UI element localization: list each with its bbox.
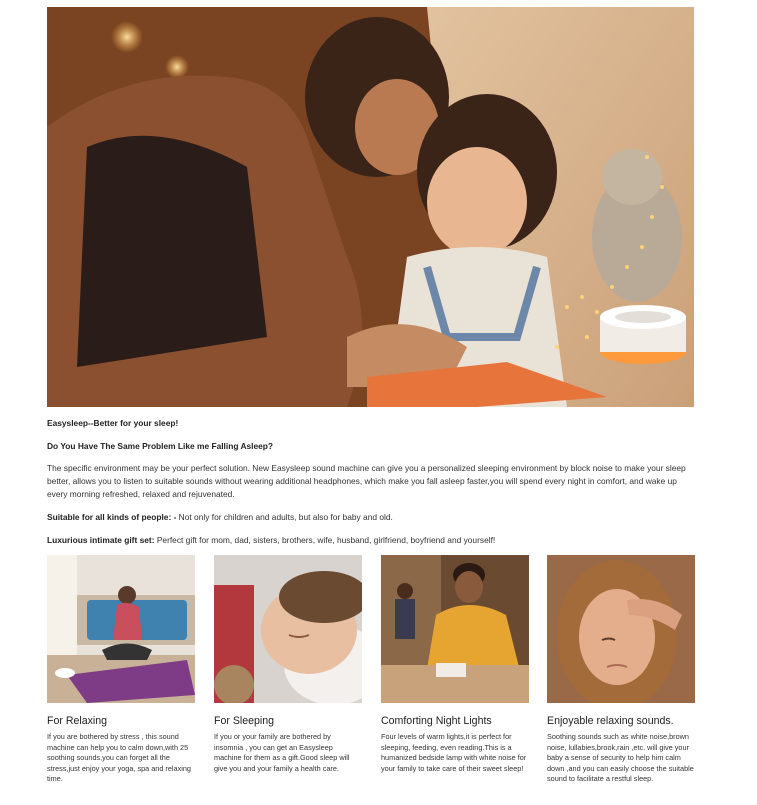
feature-card-relaxing-sounds: [547, 555, 695, 785]
headline: Easysleep--Better for your sleep!: [47, 418, 179, 428]
gift-line: [47, 534, 697, 547]
feature-card-night-lights: [381, 555, 529, 774]
sleeping-photo: [214, 555, 362, 703]
question-heading: Do You Have The Same Problem Like me Falling Asleep?: [47, 441, 274, 451]
suitable-text: Not only for children and adults, but also for baby and old.: [176, 512, 393, 522]
mother-child-photo: [47, 7, 694, 407]
feature-description: If you or your family are bothered by insomnia , you can get an Easysleep machine for them as a gift.Good sleep will give you and your family a health care.: [214, 732, 350, 773]
feature-description: Four levels of warm lights,it is perfect for sleeping, feeding, even reading.This is a humanized bedside lamp with white noise for your family to take care of their sweet sleep!: [381, 732, 527, 773]
suitable-label: Suitable for all kinds of people: -: [47, 512, 177, 522]
feature-title: Enjoyable relaxing sounds.: [547, 715, 674, 727]
gift-text: Perfect gift for mom, dad, sisters, brothers, wife, husband, girlfriend, boyfriend and yourself!: [154, 535, 496, 545]
relaxing-photo: [47, 555, 195, 703]
feature-description: Soothing sounds such as white noise,brown noise, lullabies,brook,rain ,etc. will give your baby a sense of security to help him calm down ,and you can easily choose the suitable sound to facilitate a restful sleep.: [547, 732, 694, 783]
feature-description: If you are bothered by stress , this sound machine can help you to calm down,with 25 soothing sounds,you can forget all the stress,just enjoy your yoga, spa and relaxing time.: [47, 732, 191, 783]
sound-machine-icon: [600, 305, 686, 364]
feature-title: For Relaxing: [47, 715, 108, 727]
feature-card-sleeping: [214, 555, 362, 774]
suitable-line: [47, 511, 697, 524]
night-lights-photo: [381, 555, 529, 703]
crying-child-photo: [547, 555, 695, 703]
gift-label: Luxurious intimate gift set:: [47, 535, 155, 545]
feature-title: For Sleeping: [214, 715, 275, 727]
feature-card-relaxing: [47, 555, 195, 785]
feature-title: Comforting Night Lights: [381, 715, 492, 727]
intro-paragraph: The specific environment may be your perfect solution. New Easysleep sound machine can give you a personalized sleeping environment by block noise to make your sleep better, allows you to listen to suitable sounds without wearing additional headphones, which make you fall asleep faster,you will spend every night in comfort, and wake up every morning refreshed, relaxed and rejuvenated.: [47, 463, 686, 499]
hero-image: [47, 7, 694, 407]
